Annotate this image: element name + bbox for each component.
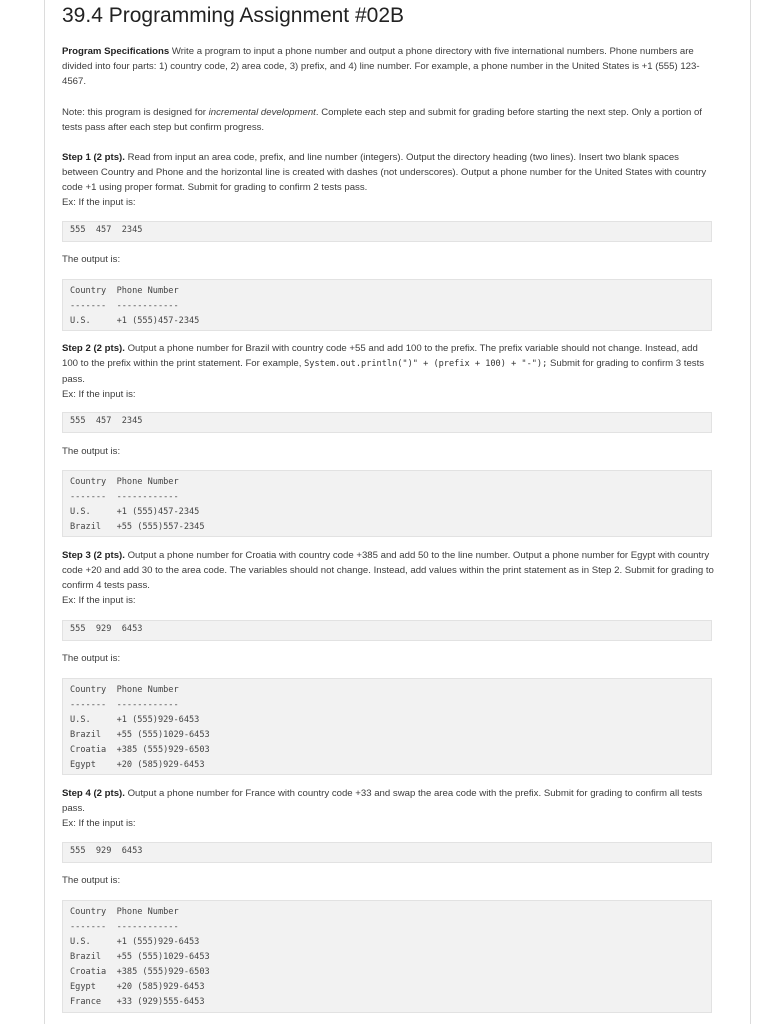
step-4-heading: Step 4 (2 pts). (62, 788, 125, 799)
step-2-input-box (62, 412, 712, 433)
step-4-text: Output a phone number for France with country code +33 and swap the area code with the prefix. Submit for grading to confirm all tests pass. (62, 788, 703, 814)
step-3-text: Output a phone number for Croatia with country code +385 and add 50 to the line number. Output a phone number for Egypt with country code +20 and add 30 to the area code. The variables should not change. Instead, add values within the print statement as in Step 2. Submit for grading to confirm 4 tests pass. (62, 550, 714, 591)
step-2-output-label: The output is: (62, 446, 121, 457)
incremental-note (62, 105, 714, 135)
step-3-output-label: The output is: (62, 653, 121, 664)
step-2-text-before: Output a phone number for Brazil with country code +55 and add 100 to the prefix. The prefix variable should not change. Instead, add 100 to the prefix within the print statement. For example, (62, 343, 698, 369)
note-emphasis: incremental development (208, 107, 316, 118)
step-4-input: 555 929 6453 (70, 846, 143, 856)
step-4-input-box (62, 842, 712, 863)
spec-lead: Program Specifications (62, 46, 170, 57)
step-4-example-label: Ex: If the input is: (62, 818, 136, 829)
step-2-code-snippet: System.out.println(")" + (prefix + 100) + "-"); (304, 359, 548, 369)
step-4-output-box (62, 900, 712, 1013)
step-1-input-box (62, 221, 712, 242)
step-1-input: 555 457 2345 (70, 225, 143, 235)
note-text-after: . Complete each step and submit for grading before starting the next step. Only a portion of tests pass after each step but confirm progress. (62, 107, 702, 133)
step-2-text-after: Submit for grading to confirm 3 tests pass. (62, 358, 705, 385)
page-title: 39.4 Programming Assignment #02B (62, 4, 405, 27)
step-3-input-box (62, 620, 712, 641)
step-2-output: Country Phone Number ------- ------------ U.S. +1 (555)457-2345 Brazil +55 (555)557-2345 (70, 477, 205, 532)
program-specifications (62, 44, 714, 89)
step-3-example-label: Ex: If the input is: (62, 595, 136, 606)
note-text-before: Note: this program is designed for (62, 107, 209, 118)
step-4-output: Country Phone Number ------- ------------ U.S. +1 (555)929-6453 Brazil +55 (555)1029-6453 Croatia +385 (555)929-6503 Egypt +20 (585)929-6453 France +33 (929)555-6453 (70, 907, 210, 1007)
step-1-output: Country Phone Number ------- ------------ U.S. +1 (555)457-2345 (70, 286, 200, 326)
step-2-input: 555 457 2345 (70, 416, 143, 426)
spec-text: Write a program to input a phone number and output a phone directory with five international numbers. Phone numbers are divided into four parts: 1) country code, 2) area code, 3) prefix, and 4) line number. For example, a phone number in the United States is +1 (555) 123-4567. (62, 46, 700, 87)
step-1-output-label: The output is: (62, 254, 121, 265)
step-3-output: Country Phone Number ------- ------------ U.S. +1 (555)929-6453 Brazil +55 (555)1029-6453 Croatia +385 (555)929-6503 Egypt +20 (585)929-6453 (70, 685, 210, 770)
step-3-output-box (62, 678, 712, 775)
step-4-output-label: The output is: (62, 875, 121, 886)
step-1-description (62, 150, 714, 210)
step-2-heading: Step 2 (2 pts). (62, 343, 125, 354)
step-1-text: Read from input an area code, prefix, and line number (integers). Output the directory heading (two lines). Insert two blank spaces between Country and Phone and the horizontal line is created with dashes (not underscores). Output a phone number for the United States with country code +1 using proper format. Submit for grading to confirm 2 tests pass. (62, 152, 707, 193)
step-1-example-label: Ex: If the input is: (62, 197, 136, 208)
step-3-heading: Step 3 (2 pts). (62, 550, 125, 561)
step-2-example-label: Ex: If the input is: (62, 389, 136, 400)
step-2-output-box (62, 470, 712, 537)
step-2-description (62, 341, 714, 402)
step-3-input: 555 929 6453 (70, 624, 143, 634)
step-3-description (62, 548, 714, 608)
step-4-description (62, 786, 714, 831)
step-1-heading: Step 1 (2 pts). (62, 152, 125, 163)
step-1-output-box (62, 279, 712, 331)
